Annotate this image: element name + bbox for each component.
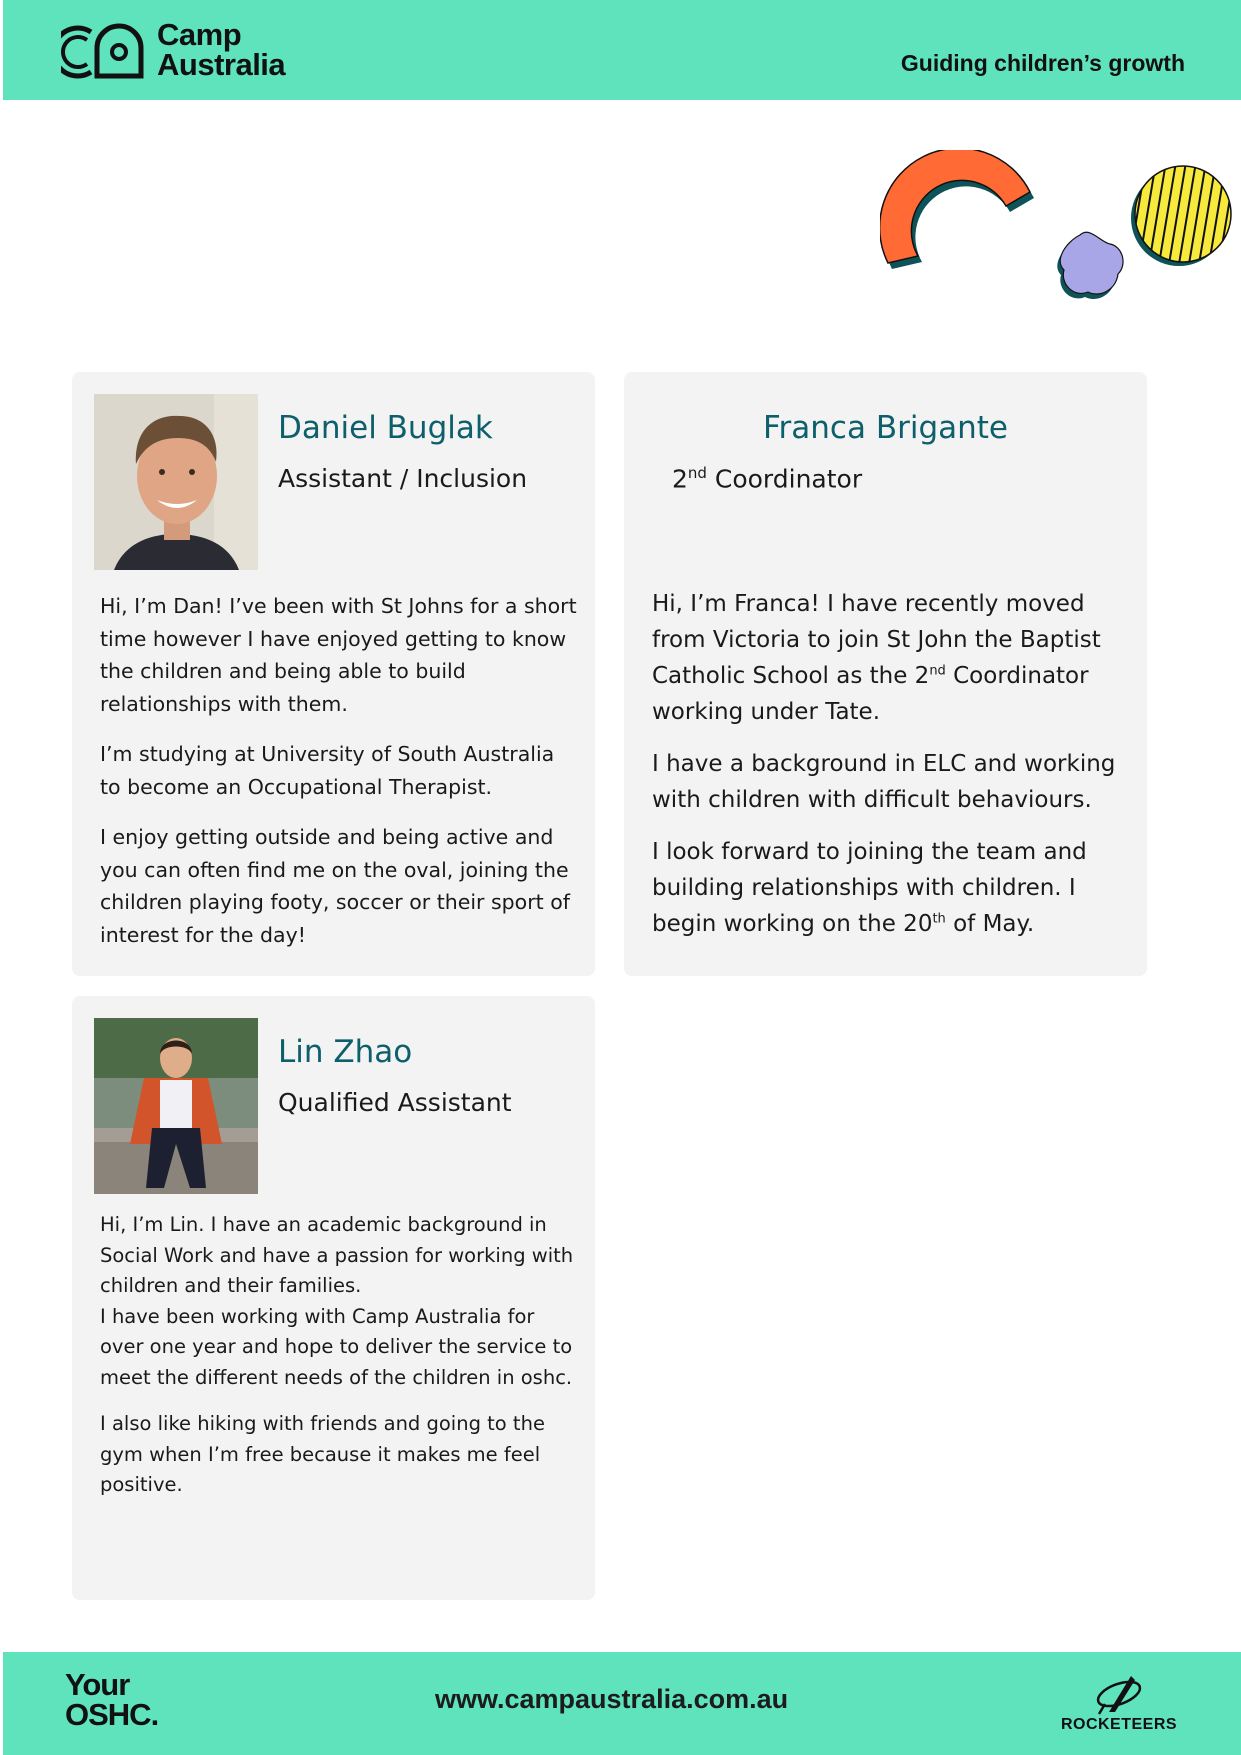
staff-name: Franca Brigante: [762, 410, 1009, 446]
staff-bio: [100, 1210, 575, 1517]
bio-text: Hi, I’m Franca! I have recently moved from Victoria to join St John the Baptist Catholic School as the 2: [652, 591, 1101, 689]
bio-paragraph: I enjoy getting outside and being active and you can often find me on the oval, joining the children playing footy, soccer or their sport of interest for the day!: [100, 825, 570, 947]
bio-paragraph: I’m studying at University of South Australia to become an Occupational Therapist.: [100, 742, 555, 799]
staff-card-franca: [624, 372, 1147, 976]
role-number: 2: [672, 464, 688, 494]
your-oshc-logo-line1: Your: [65, 1667, 130, 1702]
logo-text-camp: Camp: [157, 17, 242, 52]
role-title: Coordinator: [706, 464, 863, 494]
yellow-striped-circle-shape: [1128, 150, 1238, 270]
staff-card-daniel: [72, 372, 595, 976]
rocket-icon: [1051, 1672, 1187, 1716]
camp-australia-logo[interactable]: [61, 17, 301, 84]
camp-australia-logo-icon: [61, 22, 149, 80]
bio-ordinal-suffix: th: [932, 911, 946, 927]
bio-paragraph: I have a background in ELC and working with children with difficult behaviours.: [652, 751, 1116, 813]
staff-name: Daniel Buglak: [278, 410, 493, 446]
bio-paragraph: [652, 586, 1127, 730]
rocketeers-logo[interactable]: [1051, 1672, 1191, 1742]
your-oshc-logo[interactable]: [65, 1667, 159, 1732]
staff-role: [672, 464, 862, 493]
page-footer: [3, 1652, 1241, 1755]
staff-role: Qualified Assistant: [278, 1088, 512, 1117]
lin-photo: [94, 1018, 258, 1194]
role-ordinal-suffix: nd: [687, 464, 707, 482]
rocketeers-label: ROCKETEERS: [1060, 1716, 1178, 1733]
bio-text: I look forward to joining the team and building relationships with children. I begin working on the 20: [652, 839, 1087, 937]
staff-bio: [100, 590, 580, 969]
bio-ordinal-suffix: nd: [929, 663, 946, 679]
bio-paragraph: I also like hiking with friends and going to the gym when I’m free because it makes me feel positive.: [100, 1412, 545, 1496]
lilac-flower-shape: [1057, 232, 1123, 299]
daniel-photo: [94, 394, 258, 570]
bio-text: Coordinator working under Tate.: [652, 663, 1089, 725]
bio-paragraph: I have been working with Camp Australia for over one year and hope to deliver the service to meet the different needs of the children in oshc.: [100, 1304, 573, 1389]
staff-name: Lin Zhao: [278, 1034, 413, 1070]
logo-text-australia: Australia: [157, 47, 286, 82]
bio-paragraph: [652, 834, 1127, 942]
bio-paragraph: Hi, I’m Lin. I have an academic background in Social Work and have a passion for working with children and their families.: [100, 1213, 574, 1297]
decorative-shapes: [880, 150, 1241, 320]
website-link[interactable]: www.campaustralia.com.au: [435, 1684, 789, 1714]
staff-role: Assistant / Inclusion: [278, 464, 528, 493]
orange-arch-shape: [880, 150, 1034, 269]
staff-bio: [652, 586, 1127, 958]
your-oshc-logo-line2: OSHC.: [65, 1697, 159, 1732]
bio-paragraph: Hi, I’m Dan! I’ve been with St Johns for a short time however I have enjoyed getting to know the children and being able to build relationships with them.: [100, 594, 577, 716]
staff-card-lin: [72, 996, 595, 1600]
page-header: [3, 0, 1241, 100]
header-tagline: Guiding children’s growth: [900, 50, 1185, 76]
bio-text: of May.: [945, 911, 1035, 937]
